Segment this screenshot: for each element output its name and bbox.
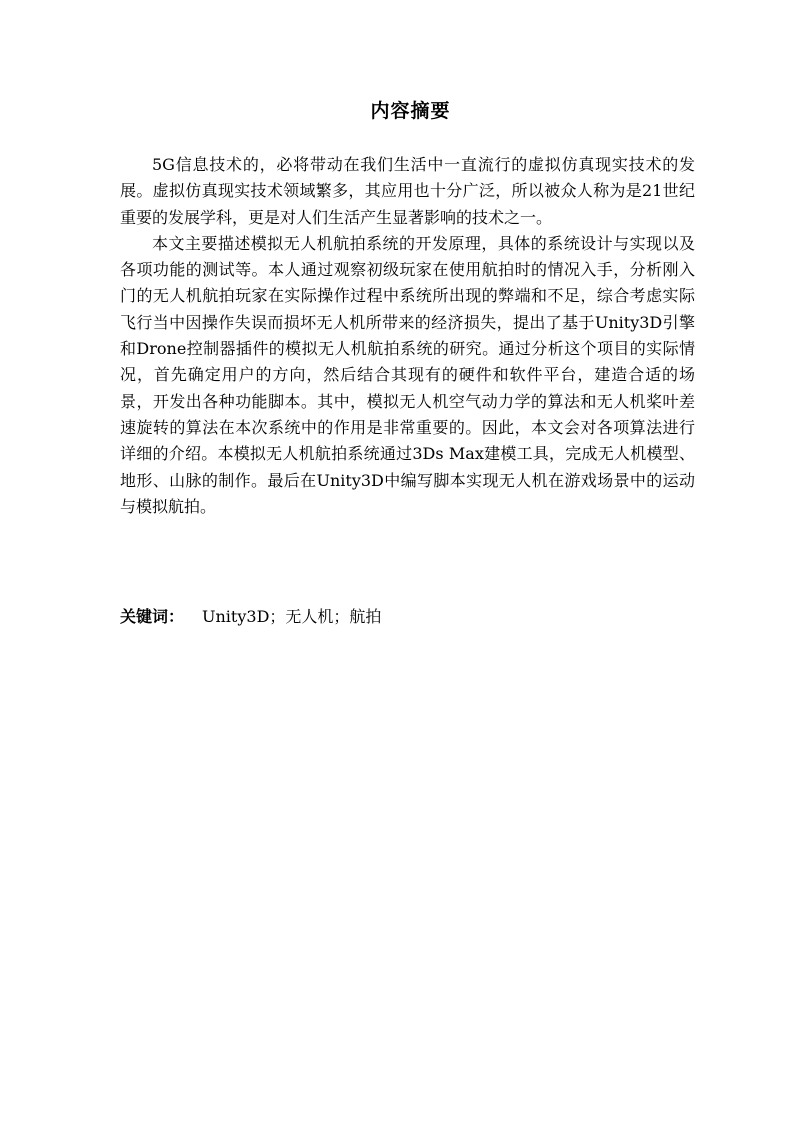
abstract-paragraph-2: 本文主要描述模拟无人机航拍系统的开发原理，具体的系统设计与实现以及各项功能的测试等。本人通过观察初级玩家在使用航拍时的情况入手，分析刚入门的无人机航拍玩家在实际操作过程中系统所出现的弊端和不足，综合考虑实际飞行当中因操作失误而损坏无人机所带来的经济损失，提出了基于Unity3D引擎和Drone控制器插件的模拟无人机航拍系统的研究。通过分析这个项目的实际情况，首先确定用户的方向，然后结合其现有的硬件和软件平台，建造合适的场景，开发出各种功能脚本。其中，模拟无人机空气动力学的算法和无人机桨叶差速旋转的算法在本次系统中的作用是非常重要的。因此，本文会对各项算法进行详细的介绍。本模拟无人机航拍系统通过3Ds Max建模工具，完成无人机模型、地形、山脉的制作。最后在Unity3D中编写脚本实现无人机在游戏场景中的运动与模拟航拍。	[120, 233, 695, 516]
page-title: 内容摘要	[370, 100, 451, 122]
abstract-body	[120, 152, 695, 520]
keywords-line	[120, 604, 695, 630]
keywords-label: 关键词：	[120, 607, 185, 626]
abstract-paragraph-1: 5G信息技术的，必将带动在我们生活中一直流行的虚拟仿真现实技术的发展。虚拟仿真现实技术领域繁多，其应用也十分广泛，所以被众人称为是21世纪重要的发展学科，更是对人们生活产生显著影响的技术之一。	[120, 155, 695, 227]
keywords-value: Unity3D；无人机；航拍	[202, 607, 382, 626]
